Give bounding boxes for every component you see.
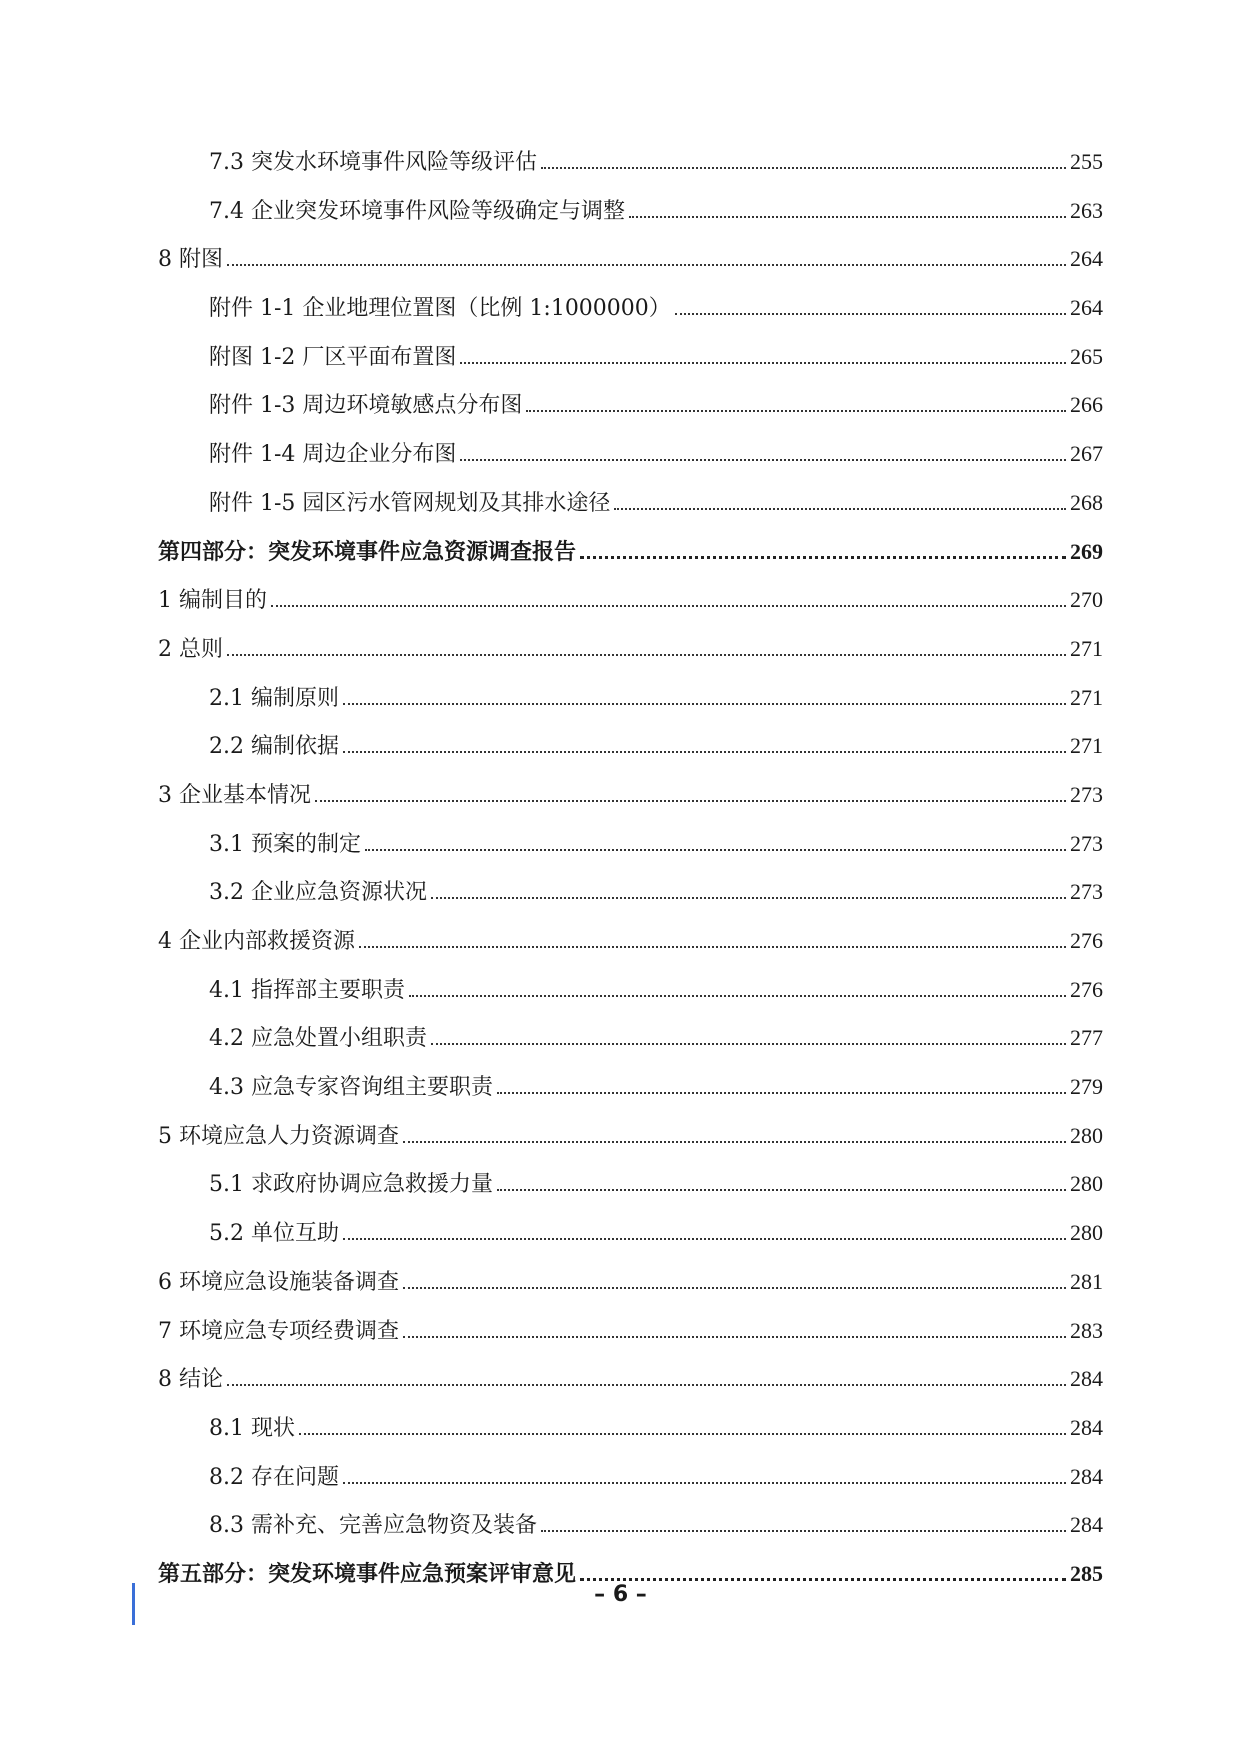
toc-entry[interactable] [158, 1355, 1103, 1404]
toc-dot-leader [675, 313, 1066, 315]
toc-dot-leader [541, 167, 1066, 169]
toc-dot-leader [271, 605, 1066, 607]
toc-entry-page-number: 267 [1070, 441, 1103, 467]
toc-entry-title: 2.2 编制依据 [209, 734, 339, 760]
toc-dot-leader [227, 1384, 1066, 1386]
toc-entry[interactable] [158, 917, 1103, 966]
toc-entry-title: 附图 1-2 厂区平面布置图 [209, 344, 457, 370]
toc-entry-page-number: 276 [1070, 976, 1103, 1002]
toc-dot-leader [497, 1189, 1066, 1191]
toc-entry-page-number: 277 [1070, 1025, 1103, 1051]
toc-entry[interactable] [158, 235, 1103, 284]
toc-entry[interactable] [158, 1063, 1103, 1112]
toc-dot-leader [431, 897, 1066, 899]
toc-entry-page-number: 276 [1070, 928, 1103, 953]
toc-entry-title: 7 环境应急专项经费调查 [158, 1318, 399, 1344]
toc-entry-title: 第五部分：突发环境事件应急预案评审意见 [158, 1560, 577, 1587]
toc-entry[interactable] [158, 722, 1103, 771]
toc-entry[interactable] [158, 966, 1103, 1015]
toc-dot-leader [343, 703, 1066, 705]
toc-entry-title: 第四部分：突发环境事件应急资源调查报告 [158, 538, 577, 565]
toc-entry[interactable] [158, 1258, 1103, 1307]
toc-entry-page-number: 280 [1070, 1220, 1103, 1246]
toc-entry-page-number: 264 [1070, 295, 1103, 321]
toc-entry-page-number: 264 [1070, 246, 1103, 272]
toc-entry[interactable] [158, 820, 1103, 869]
toc-entry[interactable] [158, 1453, 1103, 1502]
toc-entry-title: 7.4 企业突发环境事件风险等级确定与调整 [209, 198, 625, 224]
toc-dot-leader [315, 800, 1066, 802]
toc-entry-title: 4.3 应急专家咨询组主要职责 [209, 1075, 493, 1101]
toc-entry[interactable] [158, 333, 1103, 382]
toc-entry-title: 附件 1-1 企业地理位置图（比例 1:1000000） [209, 296, 671, 322]
toc-entry[interactable] [158, 1112, 1103, 1161]
toc-entry[interactable] [158, 1501, 1103, 1550]
toc-entry-page-number: 279 [1070, 1074, 1103, 1100]
toc-dot-leader [497, 1092, 1066, 1094]
toc-entry[interactable] [158, 1307, 1103, 1356]
toc-entry-title: 附件 1-4 周边企业分布图 [209, 442, 457, 468]
toc-entry-page-number: 270 [1070, 587, 1103, 613]
toc-entry-title: 4 企业内部救援资源 [158, 929, 355, 954]
toc-entry-title: 4.1 指挥部主要职责 [209, 977, 405, 1003]
toc-dot-leader [526, 410, 1066, 412]
toc-dot-leader [227, 654, 1066, 656]
toc-dot-leader [629, 216, 1066, 218]
toc-dot-leader [409, 995, 1066, 997]
toc-entry-title: 8.1 现状 [209, 1415, 295, 1441]
toc-dot-leader [299, 1433, 1066, 1435]
toc-entry[interactable] [158, 1209, 1103, 1258]
toc-entry-title: 5.1 求政府协调应急救援力量 [209, 1172, 493, 1198]
toc-entry[interactable] [158, 187, 1103, 236]
toc-entry-title: 附件 1-3 周边环境敏感点分布图 [209, 393, 523, 419]
toc-entry-title: 8 结论 [158, 1367, 223, 1393]
toc-dot-leader [580, 556, 1066, 559]
toc-entry-page-number: 271 [1070, 684, 1103, 710]
toc-entry-page-number: 271 [1070, 733, 1103, 759]
toc-dot-leader [431, 1043, 1066, 1045]
toc-entry[interactable] [158, 1404, 1103, 1453]
toc-entry[interactable] [158, 528, 1103, 577]
toc-entry[interactable] [158, 1014, 1103, 1063]
toc-entry-page-number: 280 [1070, 1122, 1103, 1148]
toc-entry-title: 5 环境应急人力资源调查 [158, 1123, 399, 1149]
toc-entry-title: 附件 1-5 园区污水管网规划及其排水途径 [209, 490, 611, 516]
toc-entry-page-number: 280 [1070, 1171, 1103, 1197]
toc-entry[interactable] [158, 868, 1103, 917]
toc-entry[interactable] [158, 625, 1103, 674]
toc-entry-title: 7.3 突发水环境事件风险等级评估 [209, 150, 537, 175]
toc-dot-leader [460, 362, 1066, 364]
toc-entry-page-number: 273 [1070, 830, 1103, 856]
toc-entry-title: 2 总则 [158, 636, 223, 662]
toc-dot-leader [614, 508, 1066, 510]
toc-entry-page-number: 268 [1070, 489, 1103, 515]
toc-dot-leader [365, 849, 1066, 851]
toc-entry-page-number: 273 [1070, 781, 1103, 807]
toc-entry[interactable] [158, 430, 1103, 479]
toc-entry-page-number: 255 [1070, 149, 1103, 174]
toc-entry[interactable] [158, 576, 1103, 625]
toc-entry[interactable] [158, 479, 1103, 528]
toc-entry-title: 5.2 单位互助 [209, 1221, 339, 1247]
toc-entry-page-number: 285 [1070, 1560, 1103, 1586]
table-of-contents [158, 138, 1103, 1599]
toc-entry-title: 1 编制目的 [158, 588, 267, 614]
toc-dot-leader [541, 1530, 1066, 1532]
toc-entry-title: 8.2 存在问题 [209, 1464, 339, 1490]
toc-dot-leader [343, 1238, 1066, 1240]
toc-entry-title: 4.2 应急处置小组职责 [209, 1026, 427, 1052]
toc-entry[interactable] [158, 771, 1103, 820]
toc-entry-page-number: 284 [1070, 1463, 1103, 1489]
toc-entry-page-number: 271 [1070, 635, 1103, 661]
toc-entry[interactable] [158, 138, 1103, 187]
toc-dot-leader [359, 946, 1066, 948]
toc-entry-page-number: 263 [1070, 197, 1103, 223]
toc-entry-page-number: 281 [1070, 1268, 1103, 1294]
toc-dot-leader [343, 751, 1066, 753]
toc-entry-page-number: 283 [1070, 1317, 1103, 1343]
toc-dot-leader [343, 1482, 1066, 1484]
toc-dot-leader [580, 1578, 1066, 1581]
toc-entry-page-number: 265 [1070, 343, 1103, 369]
page-number: – 6 – [594, 1582, 647, 1607]
toc-entry-page-number: 269 [1070, 538, 1103, 564]
toc-dot-leader [227, 264, 1066, 266]
toc-entry-page-number: 266 [1070, 392, 1103, 418]
toc-entry-title: 2.1 编制原则 [209, 685, 339, 711]
toc-entry-title: 3.2 企业应急资源状况 [209, 880, 427, 906]
toc-entry-title: 6 环境应急设施装备调查 [158, 1269, 399, 1295]
toc-entry[interactable] [158, 1160, 1103, 1209]
toc-dot-leader [403, 1141, 1066, 1143]
toc-entry-page-number: 273 [1070, 879, 1103, 905]
toc-entry[interactable] [158, 674, 1103, 723]
toc-dot-leader [403, 1336, 1066, 1338]
toc-dot-leader [403, 1287, 1066, 1289]
toc-entry-page-number: 284 [1070, 1512, 1103, 1538]
toc-dot-leader [460, 459, 1066, 461]
toc-entry-title: 8 附图 [158, 247, 223, 273]
toc-entry[interactable] [158, 284, 1103, 333]
toc-entry-title: 8.3 需补充、完善应急物资及装备 [209, 1513, 537, 1539]
toc-entry-title: 3 企业基本情况 [158, 782, 311, 808]
toc-entry-title: 3.1 预案的制定 [209, 831, 361, 857]
toc-entry[interactable] [158, 381, 1103, 430]
toc-entry-page-number: 284 [1070, 1366, 1103, 1392]
toc-entry-page-number: 284 [1070, 1414, 1103, 1440]
